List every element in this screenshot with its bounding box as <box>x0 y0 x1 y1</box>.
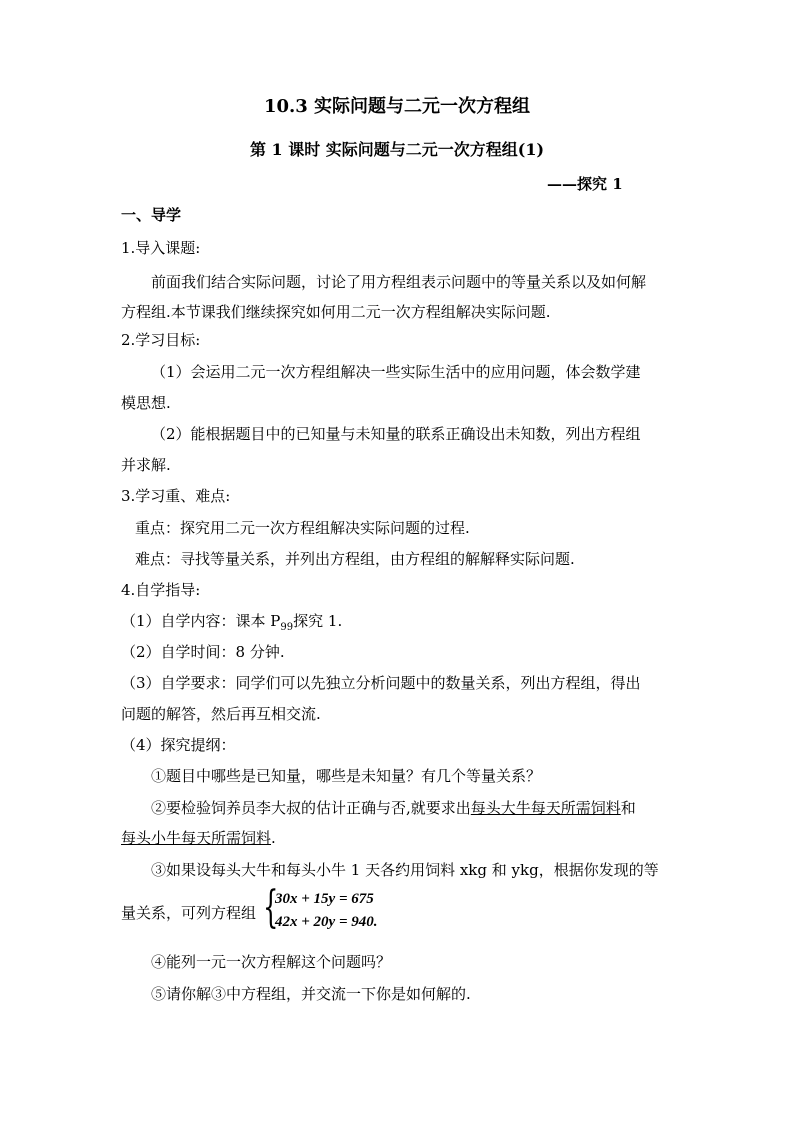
goal2-line1: （2）能根据题目中的已知量与未知量的联系正确设出未知数，列出方程组 <box>151 425 641 443</box>
study-content <box>121 611 342 638</box>
page-subtitle: 第 1 课时 实际问题与二元一次方程组(1) <box>249 140 545 159</box>
q2-prefix: ②要检验饲养员李大叔的估计正确与否,就要求出 <box>151 799 471 817</box>
q2-suffix: . <box>271 829 276 847</box>
item1-heading: 1.导入课题: <box>121 239 201 257</box>
left-brace-icon: { <box>263 882 279 933</box>
item4-heading: 4.自学指导: <box>121 581 201 599</box>
intro-paragraph-line1: 前面我们结合实际问题，讨论了用方程组表示问题中的等量关系以及如何解 <box>151 273 647 291</box>
page-subscript: 99 <box>280 622 294 633</box>
outline-question-2-line2 <box>121 828 276 848</box>
item3-heading: 3.学习重、难点: <box>121 487 231 505</box>
goal1-line2: 模思想. <box>121 394 171 412</box>
outline-question-3-line2: 量关系，可列方程组 <box>121 904 257 922</box>
page-title: 10.3 实际问题与二元一次方程组 <box>263 96 531 117</box>
intro-paragraph-line2: 方程组.本节课我们继续探究如何用二元一次方程组解决实际问题. <box>121 303 551 321</box>
q2-connector: 和 <box>620 799 636 817</box>
outline-question-3-line1: ③如果设每头大牛和每头小牛 1 天各约用饲料 xkg 和 ykg，根据你发现的等 <box>151 861 659 879</box>
explore-tag: ——探究 1 <box>547 175 623 193</box>
outline-question-1: ①题目中哪些是已知量，哪些是未知量？有几个等量关系？ <box>151 767 542 785</box>
outline-question-4: ④能列一元一次方程解这个问题吗？ <box>151 953 392 971</box>
section-heading: 一、导学 <box>121 206 182 224</box>
goal1-line1: （1）会运用二元一次方程组解决一些实际生活中的应用问题，体会数学建 <box>151 363 641 381</box>
outline-question-2-line1 <box>151 798 636 818</box>
goal2-line2: 并求解. <box>121 456 171 474</box>
study-content-suffix: 探究 1. <box>293 612 343 630</box>
study-time: （2）自学时间：8 分钟. <box>121 643 285 661</box>
equation-1: 30x + 15y = 675 <box>275 891 374 907</box>
study-content-prefix: （1）自学内容：课本 P <box>121 612 281 630</box>
q2-underline-small-cow: 每头小牛每天所需饲料 <box>121 829 272 847</box>
study-requirement-line2: 问题的解答，然后再互相交流. <box>121 705 321 723</box>
study-requirement-line1: （3）自学要求：同学们可以先独立分析问题中的数量关系，列出方程组，得出 <box>121 674 641 692</box>
item2-heading: 2.学习目标: <box>121 331 201 349</box>
q2-underline-big-cow: 每头大牛每天所需饲料 <box>470 799 621 817</box>
equation-2: 42x + 20y = 940. <box>275 914 378 930</box>
outline-question-5: ⑤请你解③中方程组，并交流一下你是如何解的. <box>151 985 471 1003</box>
key-point: 重点：探究用二元一次方程组解决实际问题的过程. <box>135 519 470 537</box>
difficult-point: 难点：寻找等量关系，并列出方程组，由方程组的解解释实际问题. <box>135 550 575 568</box>
outline-heading: （4）探究提纲： <box>121 736 236 754</box>
